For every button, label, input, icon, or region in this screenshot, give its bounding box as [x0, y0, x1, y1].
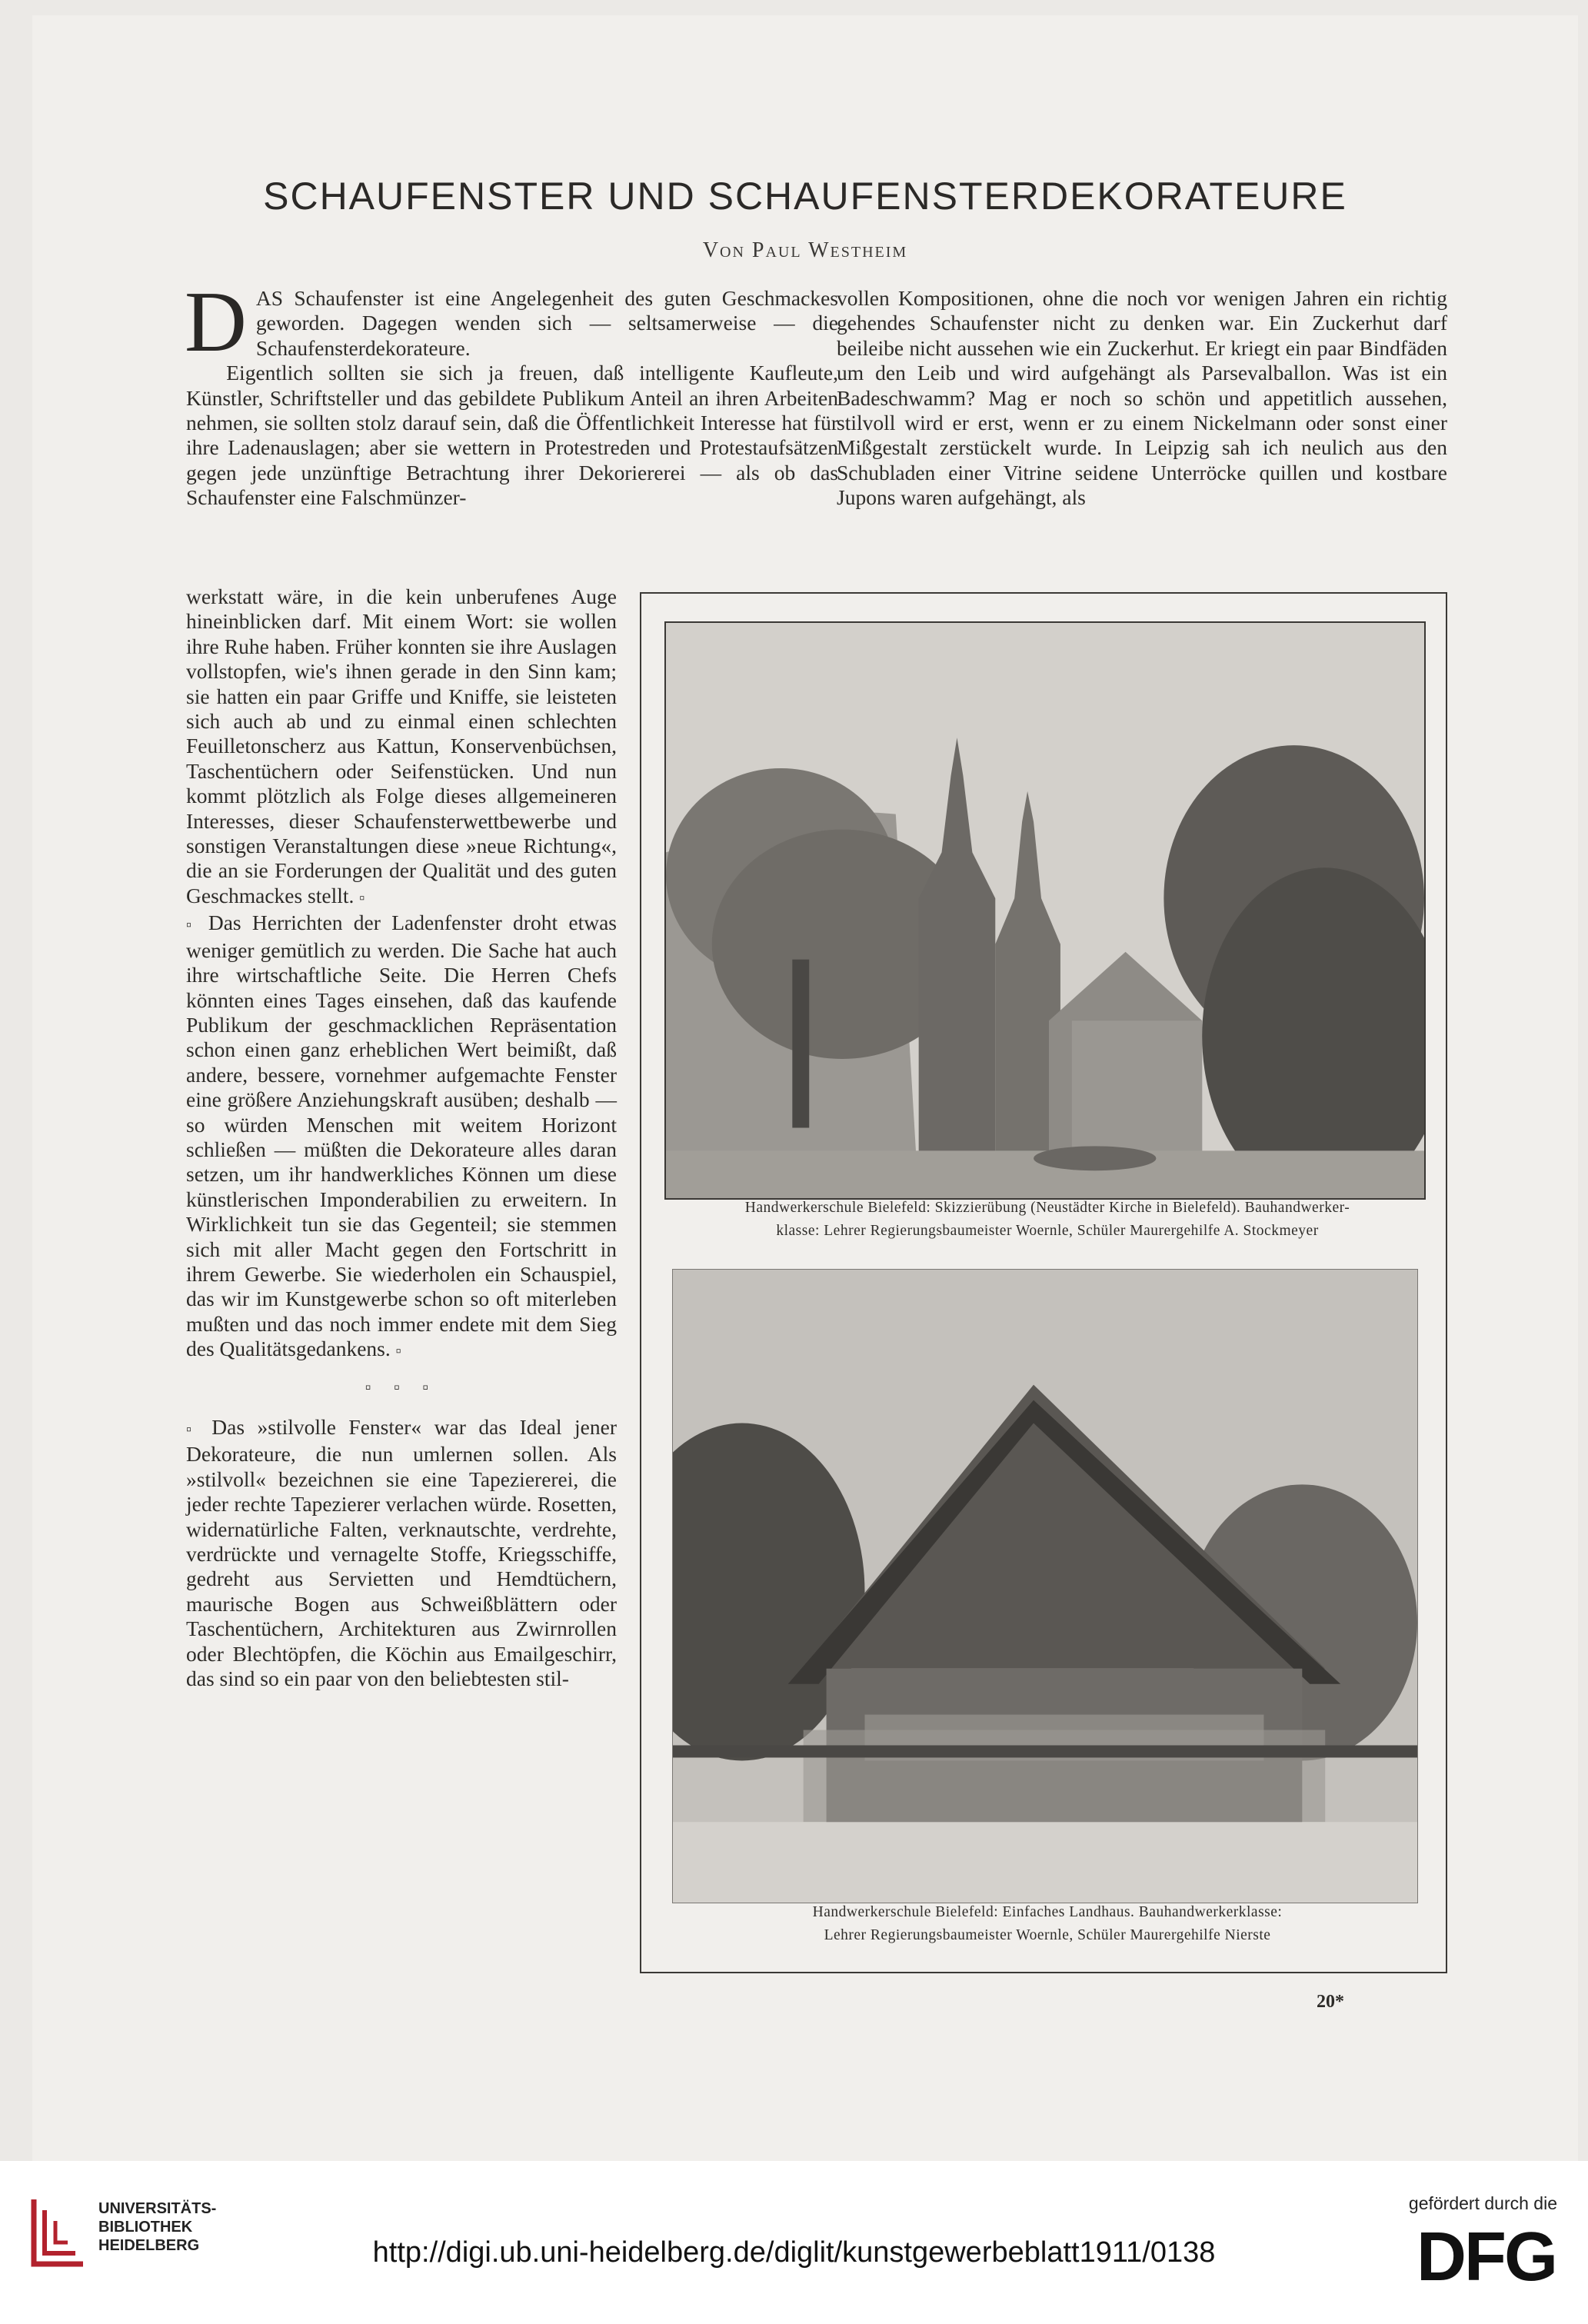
dfg-logo: DFG: [1417, 2219, 1556, 2296]
page-number: 20*: [1317, 1992, 1344, 2012]
end-square-mark: ▫: [359, 889, 365, 907]
page-scan: [32, 15, 1578, 2161]
column-right-top: vollen Kompositionen, ohne die noch vor wenigen Jahren ein richtig gehendes Schaufenster nicht zu denken war. Ein Zuckerhut darf beileibe nicht aussehen wie ein Zuckerhut. Er kriegt ein paar Bindfäden um den Leib und wird aufgehängt als Parsevalballon. Was ist ein Badeschwamm? Mag er noch so schön und appetitlich aussehen, stilvoll wird er erst, wenn er zu einem Nickelmann oder sonst einer Mißgestalt zerstückelt wurde. In Leipzig sah ich neulich aus den Schubladen einer Vitrine seidene Unterröcke quillen und kostbare Jupons waren aufgehängt, als: [837, 286, 1447, 510]
source-url-link[interactable]: http://digi.ub.uni-heidelberg.de/diglit/kunstgewerbeblatt1911/0138: [372, 2236, 1216, 2269]
column-left-top: [185, 275, 838, 511]
article-title: SCHAUFENSTER UND SCHAUFENSTERDEKORATEURE: [263, 175, 1347, 218]
end-square-mark: ▫: [395, 1343, 401, 1360]
figure-country-house: [672, 1269, 1418, 1903]
section-ornament: ▫ ▫ ▫: [365, 1377, 438, 1397]
paragraph-continuation: werkstatt wäre, in die kein unberufenes Auge hineinblicken darf. Mit einem Wort: sie wollen ihre Ruhe haben. Früher konnten sie ihre Auslagen vollstopfen, wie's ihnen gerade in den Sinn kam; sie hatten ein paar Griffe und Kniffe, sie leisteten sich auch ab und zu einmal einen schlechten Feuilletonscherz aus Kattun, Konservenbüchsen, Taschentüchern oder Seifenstücken. Und nun kommt plötzlich als Folge dieses allgemeineren Interesses, dieser Schaufensterwettbewerbe und sonstigen Veranstaltungen diese »neue Richtung«, die an sie Forderungen der Qualität und des guten Geschmackes stellt. ▫: [186, 584, 617, 907]
footer-bar: [0, 2161, 1588, 2324]
church-sketch-illustration: [666, 623, 1424, 1198]
column-left-bottom: [186, 584, 617, 1691]
library-name: UNIVERSITÄTS- BIBLIOTHEK HEIDELBERG: [98, 2200, 217, 2254]
figure-church-sketch: [664, 621, 1426, 1200]
figure-caption-church: Handwerkerschule Bielefeld: Skizzierübung (Neustädter Kirche in Bielefeld). Bauhandwerker- klasse: Lehrer Regierungsbaumeister Woernle, Schüler Maurergehilfe A. Stockmeyer: [744, 1200, 1350, 1239]
article-author: Von Paul Westheim: [702, 238, 908, 262]
paragraph-ladenfenster: ▫ Das Herrichten der Ladenfenster droht etwas weniger gemütlich zu werden. Die Sache hat auch ihre wirtschaftliche Seite. Die Herren Chefs könnten eines Tages einsehen, daß das kaufende Publikum der geschmacklichen Repräsentation schon einen ganz erheblichen Wert beimißt, daß andere, bessere, vornehmer aufgemachte Fenster eine größere Anziehungskraft ausüben; deshalb — so würden Menschen mit weitem Horizont schließen — müßten die Dekorateure alles daran setzen, um ihr handwerkliches Können um diese künstlerischen Imponderabilien zu erweitern. In Wirklichkeit tun sie das Gegenteil; sie stemmen sich mit aller Macht gegen den Fortschritt in ihrem Gewerbe. Sie wiederholen ein Schauspiel, das wir im Kunstgewerbe schon so oft miterleben mußten und das noch immer endete mit dem Sieg des Qualitätsgedankens. ▫: [186, 911, 618, 1361]
start-square-mark: ▫: [186, 917, 198, 934]
funding-label: gefördert durch die: [1408, 2193, 1557, 2213]
country-house-illustration: [673, 1270, 1417, 1903]
drop-cap: D: [185, 275, 247, 370]
start-square-mark: ▫: [186, 1421, 199, 1438]
paragraph-intro: DAS Schaufenster ist eine Angelegenheit des guten Geschmackes geworden. Dagegen wenden sich — seltsamerweise — die Schaufensterdekorateure.: [185, 275, 838, 370]
paragraph-stilvoll: ▫ Das »stilvolle Fenster« war das Ideal jener Dekorateure, die nun umlernen sollen. Als »stilvoll« bezeichnen sie eine Tapeziererei, die jeder rechte Tapezierer verlachen würde. Rosetten, widernatürliche Falten, verknautschte, verdrehte, verdrückte und vernagelte Stoffe, Kriegsschiffe, gedreht aus Servietten und Hemdtüchern, maurische Bogen aus Schweißblättern oder Taschentüchern, Architekturen aus Zwirnrollen oder Blechtöpfen, die Köchin aus Emailgeschirr, das sind so ein paar von den beliebtesten stil-: [186, 1415, 618, 1691]
paragraph-second: Eigentlich sollten sie sich ja freuen, daß intelligente Kaufleute, Künstler, Schriftsteller und das gebildete Publikum Anteil an ihren Arbeiten nehmen, sie sollten stolz darauf sein, daß die Öffentlichkeit Interesse hat für ihre Ladenauslagen; aber sie wettern in Protestreden und Protestaufsätzen gegen jede unzünftige Betrachtung ihrer Dekoriererei — als ob das Schaufenster eine Falschmünzer-: [186, 361, 838, 510]
figure-caption-house: Handwerkerschule Bielefeld: Einfaches Landhaus. Bauhandwerkerklasse: Lehrer Regierungsbaumeister Woernle, Schüler Maurergehilfe Nierste: [812, 1904, 1283, 1943]
